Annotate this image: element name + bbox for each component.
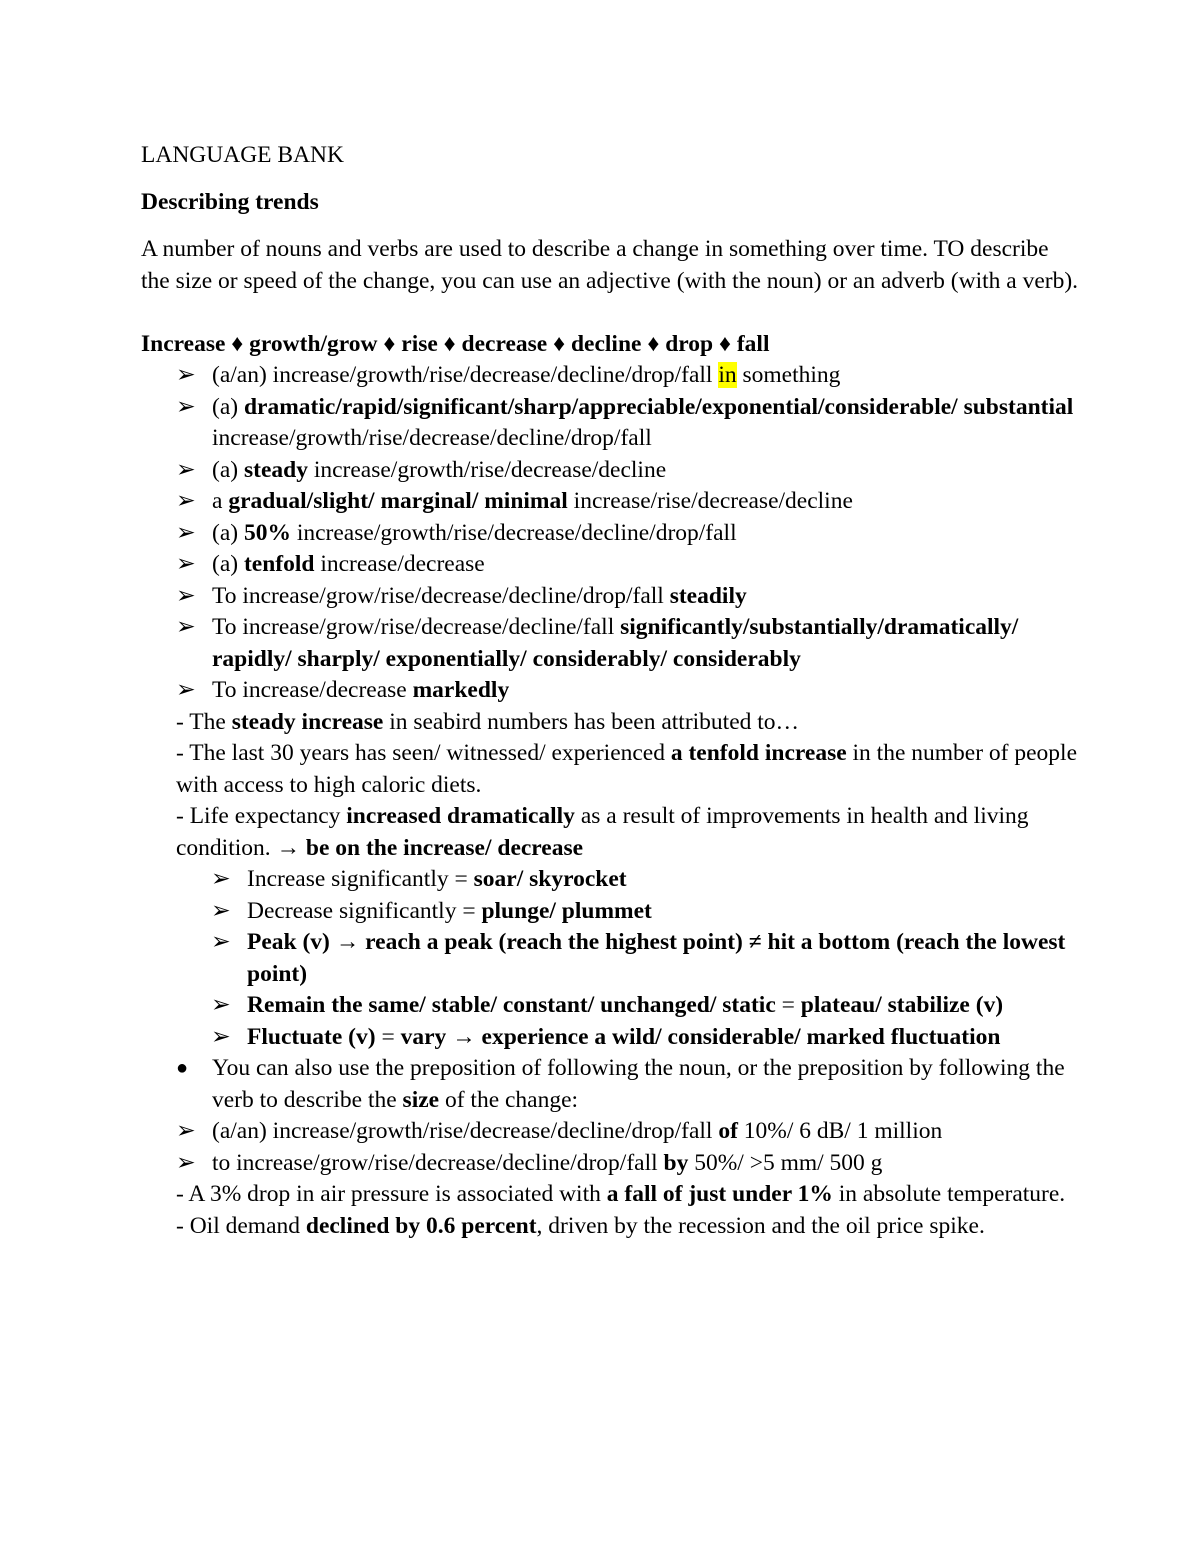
arrow-bullet-icon: ➢ <box>211 866 231 892</box>
arrow-bullet-icon: ➢ <box>211 897 231 924</box>
list-item: ➢ a gradual/slight/ marginal/ minimal increase/rise/decrease/decline <box>141 486 1081 518</box>
arrow-bullet-icon: ➢ <box>176 582 196 609</box>
arrow-bullet-icon: ➢ <box>176 1149 196 1176</box>
arrow-bullet-icon: ➢ <box>211 992 231 1018</box>
arrow-bullet-icon: ➢ <box>176 614 196 640</box>
arrow-bullet-icon: ➢ <box>176 677 196 703</box>
noun-verb-list <box>141 360 1081 707</box>
intro-paragraph: A number of nouns and verbs are used to describe a change in something over time. TO describe the size or speed of the change, you can use an adjective (with the noun) or an adverb (with a verb). <box>141 236 1079 294</box>
list-item: ➢ Peak (v) → reach a peak (reach the highest point) ≠ hit a bottom (reach the lowest point) <box>211 929 1066 987</box>
example-sentence: - A 3% drop in air pressure is associated with a fall of just under 1% in absolute temperature. <box>176 1181 1066 1207</box>
arrow-bullet-icon: ➢ <box>211 929 231 955</box>
page-title: LANGUAGE BANK <box>141 142 344 168</box>
keyword-line: Increase ♦ growth/grow ♦ rise ♦ decrease ♦ decline ♦ drop ♦ fall <box>141 330 770 357</box>
list-item: ➢ Decrease significantly = plunge/ plummet <box>141 896 1081 928</box>
example-sentence: - Life expectancy increased dramatically as a result of improvements in health and living condition. → be on the increase/ decrease <box>176 803 1029 861</box>
highlighted-word: in <box>718 362 737 388</box>
synonym-list <box>141 864 1081 1053</box>
list-item: ➢ Increase significantly = soar/ skyrocket <box>141 864 1081 896</box>
bullet-note: ● You can also use the preposition of following the noun, or the preposition by following the verb to describe the size of the change: <box>176 1055 1065 1113</box>
list-item: ➢ (a) 50% increase/growth/rise/decrease/decline/drop/fall <box>141 518 1081 550</box>
list-item: ➢ Remain the same/ stable/ constant/ unchanged/ static = plateau/ stabilize (v) <box>141 990 1081 1022</box>
list-item: ➢ (a) steady increase/growth/rise/decrease/decline <box>141 455 1081 487</box>
list-item: ➢ Fluctuate (v) = vary → experience a wild/ considerable/ marked fluctuation <box>141 1022 1081 1054</box>
example-sentence: - The steady increase in seabird numbers has been attributed to… <box>176 708 800 735</box>
arrow-bullet-icon: ➢ <box>176 393 196 420</box>
dot-bullet-icon: ● <box>176 1057 189 1079</box>
list-item: ➢ (a) tenfold increase/decrease <box>141 549 1081 581</box>
example-sentence: - Oil demand declined by 0.6 percent, driven by the recession and the oil price spike. <box>176 1212 985 1239</box>
preposition-list <box>141 1116 1081 1179</box>
arrow-bullet-icon: ➢ <box>176 488 196 514</box>
example-sentence: - The last 30 years has seen/ witnessed/ experienced a tenfold increase in the number of people with access to high caloric diets. <box>176 740 1078 798</box>
list-item: ➢ (a/an) increase/growth/rise/decrease/decline/drop/fall of 10%/ 6 dB/ 1 million <box>141 1116 1081 1148</box>
section-heading: Describing trends <box>141 189 319 215</box>
list-item: ➢ (a) dramatic/rapid/significant/sharp/appreciable/exponential/considerable/ substantial increase/growth/rise/decrease/decline/drop/fall <box>176 393 1074 451</box>
arrow-bullet-icon: ➢ <box>176 551 196 577</box>
list-item: ➢ to increase/grow/rise/decrease/decline/drop/fall by 50%/ >5 mm/ 500 g <box>141 1148 1081 1180</box>
document-body <box>141 140 1081 1242</box>
arrow-bullet-icon: ➢ <box>211 1023 231 1050</box>
list-item: ➢ (a/an) increase/growth/rise/decrease/decline/drop/fall in something <box>141 360 1081 392</box>
list-item: ➢ To increase/decrease markedly <box>141 675 1081 707</box>
arrow-bullet-icon: ➢ <box>176 362 196 388</box>
arrow-bullet-icon: ➢ <box>176 519 196 546</box>
list-item: ➢ To increase/grow/rise/decrease/decline/fall significantly/substantially/dramatically/ rapidly/ sharply/ exponentially/ considerably/ considerably <box>176 614 1019 672</box>
arrow-bullet-icon: ➢ <box>176 456 196 483</box>
list-item: ➢ To increase/grow/rise/decrease/decline/drop/fall steadily <box>141 581 1081 613</box>
arrow-bullet-icon: ➢ <box>176 1118 196 1144</box>
